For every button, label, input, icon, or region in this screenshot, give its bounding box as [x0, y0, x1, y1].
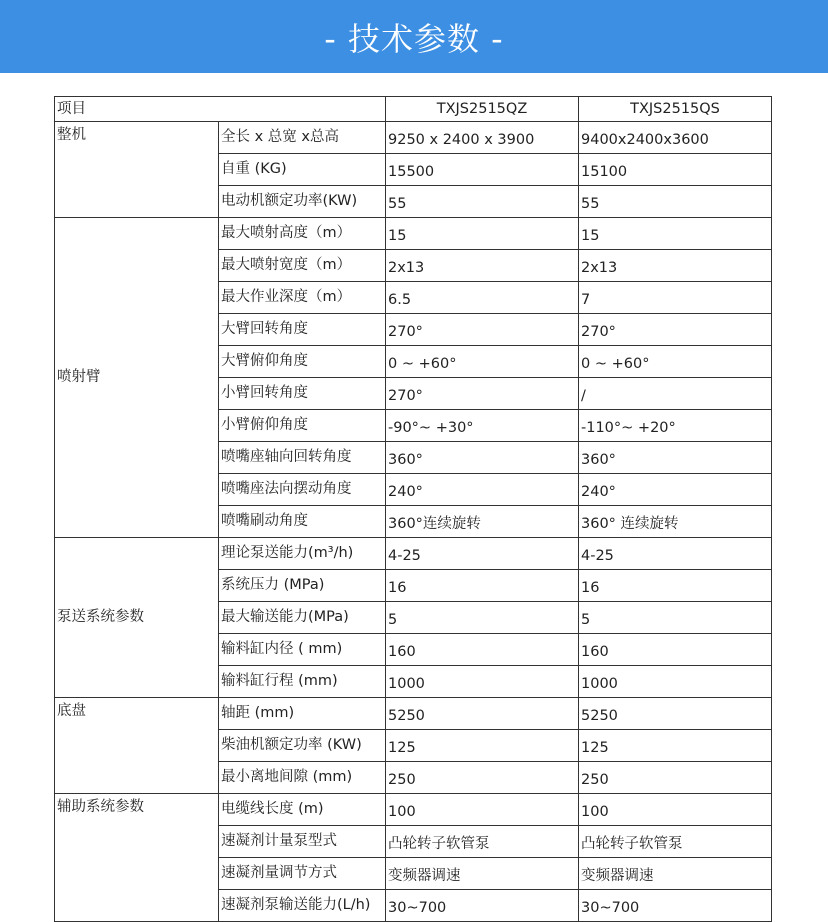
param-name-cell: 小臂回转角度 [219, 378, 386, 410]
model-a-value-cell: 2x13 [386, 250, 579, 282]
param-name-cell: 小臂俯仰角度 [219, 410, 386, 442]
param-name-cell: 速凝剂泵输送能力(L/h) [219, 890, 386, 922]
param-name-cell: 大臂回转角度 [219, 314, 386, 346]
model-a-value-cell: 160 [386, 634, 579, 666]
model-b-value-cell: 240° [579, 474, 772, 506]
model-b-value-cell: 5250 [579, 698, 772, 730]
model-a-header-cell: TXJS2515QZ [386, 97, 579, 122]
model-b-value-cell: 9400x2400x3600 [579, 122, 772, 154]
model-a-value-cell: 270° [386, 378, 579, 410]
model-b-value-cell: 55 [579, 186, 772, 218]
model-a-value-cell: 15 [386, 218, 579, 250]
param-name-cell: 最大喷射宽度（m） [219, 250, 386, 282]
param-name-cell: 最大喷射高度（m） [219, 218, 386, 250]
model-b-value-cell: 160 [579, 634, 772, 666]
model-a-value-cell: 9250 x 2400 x 3900 [386, 122, 579, 154]
model-b-value-cell: 变频器调速 [579, 858, 772, 890]
table-row [55, 122, 772, 154]
model-a-value-cell: 5 [386, 602, 579, 634]
param-name-cell: 轴距 (mm) [219, 698, 386, 730]
spec-table-body [55, 97, 772, 922]
table-row [55, 538, 772, 570]
group-name-cell: 泵送系统参数 [55, 538, 219, 698]
model-a-value-cell: 0 ~ +60° [386, 346, 579, 378]
model-b-value-cell: 16 [579, 570, 772, 602]
model-b-value-cell: 凸轮转子软管泵 [579, 826, 772, 858]
model-a-value-cell: 1000 [386, 666, 579, 698]
model-b-value-cell: -110°~ +20° [579, 410, 772, 442]
model-a-value-cell: 6.5 [386, 282, 579, 314]
model-b-value-cell: 2x13 [579, 250, 772, 282]
model-b-value-cell: 4-25 [579, 538, 772, 570]
model-b-value-cell: 100 [579, 794, 772, 826]
param-name-cell: 电缆线长度 (m) [219, 794, 386, 826]
model-b-header-cell: TXJS2515QS [579, 97, 772, 122]
model-a-value-cell: 16 [386, 570, 579, 602]
model-b-value-cell: 360° 连续旋转 [579, 506, 772, 538]
param-name-cell: 喷嘴刷动角度 [219, 506, 386, 538]
page-header-banner [0, 0, 828, 73]
spec-table [54, 96, 772, 922]
param-name-cell: 喷嘴座法向摆动角度 [219, 474, 386, 506]
model-b-value-cell: / [579, 378, 772, 410]
table-row [55, 698, 772, 730]
param-name-cell: 输料缸内径 ( mm) [219, 634, 386, 666]
param-name-cell: 最大作业深度（m） [219, 282, 386, 314]
model-a-value-cell: 凸轮转子软管泵 [386, 826, 579, 858]
model-a-value-cell: 4-25 [386, 538, 579, 570]
model-b-value-cell: 0 ~ +60° [579, 346, 772, 378]
model-b-value-cell: 125 [579, 730, 772, 762]
model-a-value-cell: 变频器调速 [386, 858, 579, 890]
model-b-value-cell: 15100 [579, 154, 772, 186]
param-name-cell: 系统压力 (MPa) [219, 570, 386, 602]
page-title: - 技术参数 - [324, 19, 504, 58]
model-a-value-cell: 360° [386, 442, 579, 474]
model-b-value-cell: 30~700 [579, 890, 772, 922]
param-name-cell: 最大输送能力(MPa) [219, 602, 386, 634]
param-name-cell: 最小离地间隙 (mm) [219, 762, 386, 794]
model-a-value-cell: 100 [386, 794, 579, 826]
table-row [55, 218, 772, 250]
model-b-value-cell: 250 [579, 762, 772, 794]
model-b-value-cell: 1000 [579, 666, 772, 698]
param-name-cell: 输料缸行程 (mm) [219, 666, 386, 698]
model-b-value-cell: 270° [579, 314, 772, 346]
model-a-value-cell: 270° [386, 314, 579, 346]
model-a-value-cell: 360°连续旋转 [386, 506, 579, 538]
param-name-cell: 喷嘴座轴向回转角度 [219, 442, 386, 474]
table-row [55, 794, 772, 826]
model-a-value-cell: 125 [386, 730, 579, 762]
param-name-cell: 速凝剂量调节方式 [219, 858, 386, 890]
model-a-value-cell: 240° [386, 474, 579, 506]
model-a-value-cell: -90°~ +30° [386, 410, 579, 442]
param-name-cell: 柴油机额定功率 (KW) [219, 730, 386, 762]
param-name-cell: 速凝剂计量泵型式 [219, 826, 386, 858]
param-name-cell: 自重 (KG) [219, 154, 386, 186]
item-header-cell: 项目 [55, 97, 386, 122]
model-a-value-cell: 250 [386, 762, 579, 794]
model-b-value-cell: 360° [579, 442, 772, 474]
model-b-value-cell: 5 [579, 602, 772, 634]
model-b-value-cell: 7 [579, 282, 772, 314]
model-a-value-cell: 5250 [386, 698, 579, 730]
model-a-value-cell: 30~700 [386, 890, 579, 922]
param-name-cell: 大臂俯仰角度 [219, 346, 386, 378]
param-name-cell: 电动机额定功率(KW) [219, 186, 386, 218]
spec-table-container [54, 96, 771, 922]
model-b-value-cell: 15 [579, 218, 772, 250]
group-name-cell: 整机 [55, 122, 219, 218]
param-name-cell: 全长 x 总宽 x总高 [219, 122, 386, 154]
group-name-cell: 辅助系统参数 [55, 794, 219, 922]
param-name-cell: 理论泵送能力(m³/h) [219, 538, 386, 570]
model-a-value-cell: 55 [386, 186, 579, 218]
table-header-row [55, 97, 772, 122]
group-name-cell: 底盘 [55, 698, 219, 794]
model-a-value-cell: 15500 [386, 154, 579, 186]
group-name-cell: 喷射臂 [55, 218, 219, 538]
